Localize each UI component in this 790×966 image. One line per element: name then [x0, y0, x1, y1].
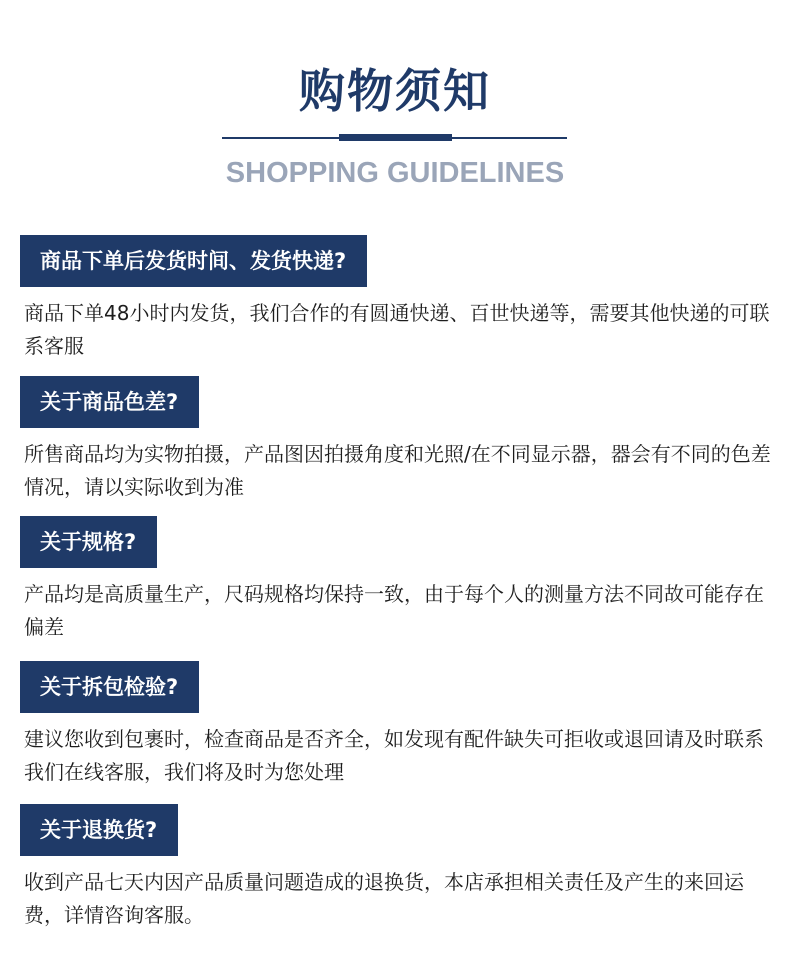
faq-answer-text: 产品均是高质量生产，尺码规格均保持一致，由于每个人的测量方法不同故可能存在偏差	[24, 582, 764, 639]
title-divider-accent	[339, 134, 452, 141]
faq-question-heading: 关于拆包检验?	[20, 661, 199, 713]
faq-question-heading: 关于规格?	[20, 516, 157, 568]
faq-question-heading: 关于退换货?	[20, 804, 178, 856]
faq-question-heading: 关于商品色差?	[20, 376, 199, 428]
faq-answer-text: 收到产品七天内因产品质量问题造成的退换货，本店承担相关责任及产生的来回运费，详情咨询客服。	[24, 870, 744, 927]
faq-answer-text: 商品下单48小时内发货，我们合作的有圆通快递、百世快递等，需要其他快递的可联系客服	[24, 301, 770, 358]
faq-answer-text: 建议您收到包裹时，检查商品是否齐全，如发现有配件缺失可拒收或退回请及时联系我们在线客服，我们将及时为您处理	[24, 727, 764, 784]
page-title: 购物须知	[299, 64, 491, 118]
faq-question-heading: 商品下单后发货时间、发货快递?	[20, 235, 367, 287]
faq-answer-text: 所售商品均为实物拍摄，产品图因拍摄角度和光照/在不同显示器，器会有不同的色差情况，请以实际收到为准	[24, 442, 771, 499]
page-subtitle: SHOPPING GUIDELINES	[225, 157, 565, 189]
